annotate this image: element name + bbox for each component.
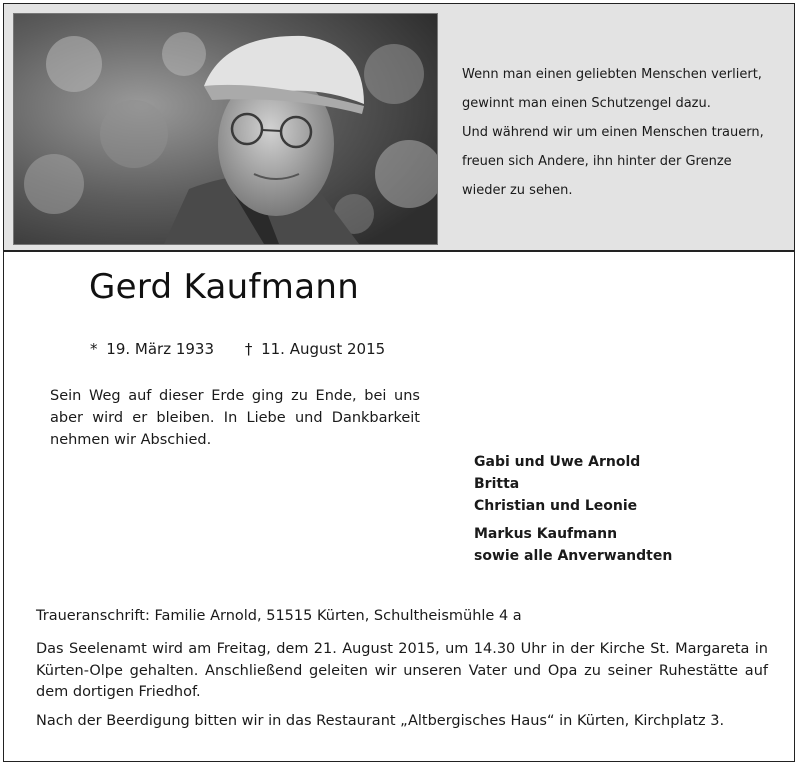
mourning-address: Traueranschrift: Familie Arnold, 51515 Kürten, Schultheismühle 4 a (36, 608, 522, 624)
poem-line: wieder zu sehen. (462, 183, 573, 198)
obituary-notice (3, 3, 795, 762)
death-date: 11. August 2015 (261, 340, 386, 358)
family-signatures (474, 451, 672, 573)
service-info: Das Seelenamt wird am Freitag, dem 21. August 2015, um 14.30 Uhr in der Kirche St. Margareta in Kürten-Olpe gehalten. Anschließend geleiten wir unseren Vater und Opa zu seiner Ruhestätte auf dem dortigen Friedhof. (36, 641, 768, 700)
family-member: Markus Kaufmann (474, 526, 618, 542)
family-member: sowie alle Anverwandten (474, 548, 673, 564)
poem-line: Und während wir um einen Menschen trauern, (462, 125, 764, 140)
birth-symbol: * (90, 340, 98, 358)
death-symbol: † (244, 340, 253, 358)
header-band (4, 4, 794, 252)
portrait-image (14, 14, 437, 244)
birth-date: 19. März 1933 (106, 340, 215, 358)
intro-text: Sein Weg auf dieser Erde ging zu Ende, bei uns aber wird er bleiben. In Liebe und Dankbarkeit nehmen wir Abschied. (50, 388, 420, 448)
poem-line: gewinnt man einen Schutzengel dazu. (462, 96, 711, 111)
poem-line: freuen sich Andere, ihn hinter der Grenze (462, 154, 732, 169)
reception-info: Nach der Beerdigung bitten wir in das Restaurant „Altbergisches Haus“ in Kürten, Kirchplatz 3. (36, 713, 725, 729)
family-member: Gabi und Uwe Arnold (474, 454, 641, 470)
poem (462, 60, 782, 205)
poem-line: Wenn man einen geliebten Menschen verliert, (462, 67, 762, 82)
life-dates (90, 340, 389, 358)
family-member: Christian und Leonie (474, 498, 638, 514)
portrait-photo (13, 13, 438, 245)
family-member: Britta (474, 476, 520, 492)
deceased-name: Gerd Kaufmann (89, 267, 360, 307)
family-group (474, 523, 672, 567)
family-group (474, 451, 672, 517)
